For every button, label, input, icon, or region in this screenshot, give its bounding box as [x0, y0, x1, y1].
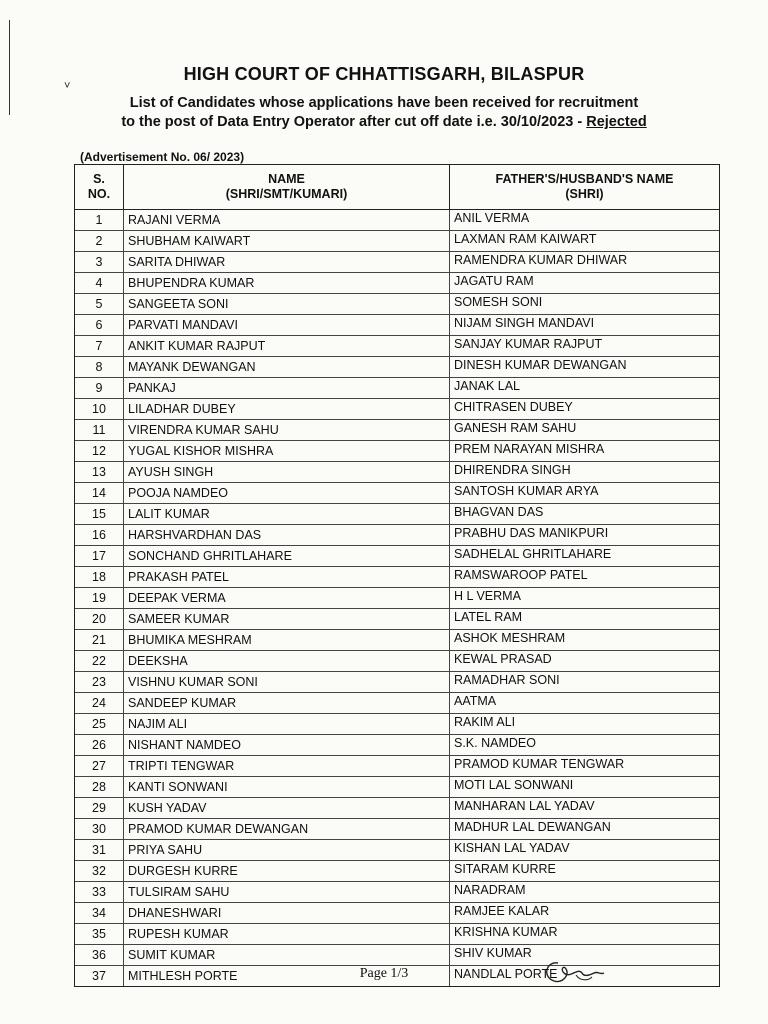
cell-name: PRAKASH PATEL: [123, 567, 449, 587]
table-row: [75, 630, 719, 651]
subtitle-line-1: List of Candidates whose applications have been received for recruitment: [129, 95, 639, 111]
cell-name: DEEKSHA: [123, 651, 449, 671]
table-row: [75, 399, 719, 420]
cell-name: RUPESH KUMAR: [123, 924, 449, 944]
advertisement-number: (Advertisement No. 06/ 2023): [80, 150, 245, 164]
cell-name: AYUSH SINGH: [123, 462, 449, 482]
cell-father: PRABHU DAS MANIKPURI: [449, 525, 719, 545]
cell-father: NARADRAM: [449, 882, 719, 902]
cell-father: MADHUR LAL DEWANGAN: [449, 819, 719, 839]
cell-name: PANKAJ: [123, 378, 449, 398]
cell-father: MANHARAN LAL YADAV: [449, 798, 719, 818]
header-name-line2: (SHRI/SMT/KUMARI): [225, 187, 348, 201]
cell-name: DHANESHWARI: [123, 903, 449, 923]
table-row: [75, 693, 719, 714]
cell-father: H L VERMA: [449, 588, 719, 608]
cell-sno: 16: [92, 528, 106, 542]
table-row: [75, 336, 719, 357]
table-row: [75, 273, 719, 294]
cell-sno: 27: [92, 759, 106, 773]
subtitle-dash: -: [573, 114, 587, 130]
cell-father: ASHOK MESHRAM: [449, 630, 719, 650]
cell-name: SANDEEP KUMAR: [123, 693, 449, 713]
cell-sno: 31: [92, 843, 106, 857]
cell-sno: 14: [92, 486, 106, 500]
cell-name: KANTI SONWANI: [123, 777, 449, 797]
cell-name: VIRENDRA KUMAR SAHU: [123, 420, 449, 440]
table-header: [75, 165, 719, 210]
cell-name: MAYANK DEWANGAN: [123, 357, 449, 377]
cell-father: RAMADHAR SONI: [449, 672, 719, 692]
cell-father: LAXMAN RAM KAIWART: [449, 231, 719, 251]
table-row: [75, 588, 719, 609]
cell-name: SHUBHAM KAIWART: [123, 231, 449, 251]
cell-sno: 1: [95, 213, 103, 227]
cell-name: SARITA DHIWAR: [123, 252, 449, 272]
cell-father: NIJAM SINGH MANDAVI: [449, 315, 719, 335]
cell-sno: 7: [95, 339, 103, 353]
cell-sno: 36: [92, 948, 106, 962]
header-father-line1: FATHER'S/HUSBAND'S NAME: [495, 172, 674, 186]
table-row: [75, 735, 719, 756]
cell-sno: 9: [95, 381, 103, 395]
table-row: [75, 357, 719, 378]
cell-father: DHIRENDRA SINGH: [449, 462, 719, 482]
table-row: [75, 924, 719, 945]
cell-sno: 24: [92, 696, 106, 710]
page-subtitle: [0, 94, 768, 132]
cell-sno: 2: [95, 234, 103, 248]
cell-father: SANTOSH KUMAR ARYA: [449, 483, 719, 503]
cell-father: AATMA: [449, 693, 719, 713]
cell-sno: 22: [92, 654, 106, 668]
table-row: [75, 945, 719, 966]
cell-name: HARSHVARDHAN DAS: [123, 525, 449, 545]
table-row: [75, 462, 719, 483]
cell-name: SANGEETA SONI: [123, 294, 449, 314]
cell-father: SOMESH SONI: [449, 294, 719, 314]
cell-sno: 6: [95, 318, 103, 332]
cell-father: NANDLAL PORTE: [449, 966, 719, 986]
table-row: [75, 819, 719, 840]
cell-sno: 32: [92, 864, 106, 878]
cell-father: SITARAM KURRE: [449, 861, 719, 881]
cell-father: KISHAN LAL YADAV: [449, 840, 719, 860]
cell-name: RAJANI VERMA: [123, 210, 449, 230]
cell-name: TULSIRAM SAHU: [123, 882, 449, 902]
table-row: [75, 441, 719, 462]
cell-father: ANIL VERMA: [449, 210, 719, 230]
cell-name: SONCHAND GHRITLAHARE: [123, 546, 449, 566]
header-sno-line1: S.: [93, 172, 105, 186]
candidates-table: [74, 164, 720, 987]
cell-sno: 15: [92, 507, 106, 521]
cell-father: SHIV KUMAR: [449, 945, 719, 965]
cell-name: SUMIT KUMAR: [123, 945, 449, 965]
table-row: [75, 504, 719, 525]
cell-name: LILADHAR DUBEY: [123, 399, 449, 419]
status-rejected: Rejected: [586, 114, 647, 130]
cell-sno: 17: [92, 549, 106, 563]
header-father: [449, 165, 719, 209]
cell-father: SADHELAL GHRITLAHARE: [449, 546, 719, 566]
cell-sno: 3: [95, 255, 103, 269]
table-body: [75, 210, 719, 986]
cell-name: POOJA NAMDEO: [123, 483, 449, 503]
cell-name: ANKIT KUMAR RAJPUT: [123, 336, 449, 356]
cell-name: YUGAL KISHOR MISHRA: [123, 441, 449, 461]
header-name-line1: NAME: [268, 172, 305, 186]
cell-name: PRAMOD KUMAR DEWANGAN: [123, 819, 449, 839]
cell-sno: 37: [92, 969, 106, 983]
cell-father: SANJAY KUMAR RAJPUT: [449, 336, 719, 356]
cell-sno: 4: [95, 276, 103, 290]
cell-father: PRAMOD KUMAR TENGWAR: [449, 756, 719, 776]
cell-father: PREM NARAYAN MISHRA: [449, 441, 719, 461]
cell-sno: 20: [92, 612, 106, 626]
cell-sno: 26: [92, 738, 106, 752]
cell-father: RAKIM ALI: [449, 714, 719, 734]
table-row: [75, 714, 719, 735]
pen-mark: ˅: [64, 80, 71, 92]
cell-name: SAMEER KUMAR: [123, 609, 449, 629]
page-number: Page 1/3: [359, 966, 409, 981]
cell-sno: 10: [92, 402, 106, 416]
cell-father: KRISHNA KUMAR: [449, 924, 719, 944]
cell-name: MITHLESH PORTE: [123, 966, 449, 986]
table-row: [75, 609, 719, 630]
table-row: [75, 252, 719, 273]
cell-name: NAJIM ALI: [123, 714, 449, 734]
cell-sno: 8: [95, 360, 103, 374]
cell-sno: 21: [92, 633, 106, 647]
cell-sno: 5: [95, 297, 103, 311]
cell-sno: 33: [92, 885, 106, 899]
cell-sno: 19: [92, 591, 106, 605]
cell-name: LALIT KUMAR: [123, 504, 449, 524]
cell-father: S.K. NAMDEO: [449, 735, 719, 755]
table-row: [75, 840, 719, 861]
cell-name: BHUPENDRA KUMAR: [123, 273, 449, 293]
cell-sno: 25: [92, 717, 106, 731]
table-row: [75, 231, 719, 252]
cell-father: MOTI LAL SONWANI: [449, 777, 719, 797]
page-title: HIGH COURT OF CHHATTISGARH, BILASPUR: [183, 64, 585, 84]
table-row: [75, 315, 719, 336]
cell-father: RAMENDRA KUMAR DHIWAR: [449, 252, 719, 272]
cell-sno: 13: [92, 465, 106, 479]
cell-father: DINESH KUMAR DEWANGAN: [449, 357, 719, 377]
cell-father: BHAGVAN DAS: [449, 504, 719, 524]
table-row: [75, 210, 719, 231]
cell-name: KUSH YADAV: [123, 798, 449, 818]
table-row: [75, 420, 719, 441]
subtitle-line-2-text: to the post of Data Entry Operator after cut off date i.e. 30/10/2023: [121, 114, 574, 130]
cell-sno: 23: [92, 675, 106, 689]
table-row: [75, 483, 719, 504]
cell-sno: 29: [92, 801, 106, 815]
cell-father: JAGATU RAM: [449, 273, 719, 293]
table-row: [75, 861, 719, 882]
cell-father: GANESH RAM SAHU: [449, 420, 719, 440]
table-row: [75, 672, 719, 693]
cell-name: DURGESH KURRE: [123, 861, 449, 881]
cell-sno: 11: [92, 423, 106, 437]
cell-name: PARVATI MANDAVI: [123, 315, 449, 335]
cell-father: LATEL RAM: [449, 609, 719, 629]
table-row: [75, 756, 719, 777]
table-row: [75, 567, 719, 588]
signature-icon: [540, 955, 610, 994]
table-row: [75, 903, 719, 924]
subtitle-line-2: [0, 113, 768, 132]
cell-father: RAMSWAROOP PATEL: [449, 567, 719, 587]
cell-father: KEWAL PRASAD: [449, 651, 719, 671]
cell-name: TRIPTI TENGWAR: [123, 756, 449, 776]
table-row: [75, 546, 719, 567]
cell-father: CHITRASEN DUBEY: [449, 399, 719, 419]
cell-sno: 28: [92, 780, 106, 794]
table-row: [75, 882, 719, 903]
table-row: [75, 777, 719, 798]
cell-name: BHUMIKA MESHRAM: [123, 630, 449, 650]
table-row: [75, 798, 719, 819]
table-row: [75, 525, 719, 546]
table-row: [75, 651, 719, 672]
header-sno-line2: NO.: [87, 187, 111, 201]
cell-sno: 35: [92, 927, 106, 941]
table-row: [75, 378, 719, 399]
header-name: [123, 165, 449, 209]
cell-sno: 30: [92, 822, 106, 836]
cell-father: RAMJEE KALAR: [449, 903, 719, 923]
cell-name: DEEPAK VERMA: [123, 588, 449, 608]
cell-name: NISHANT NAMDEO: [123, 735, 449, 755]
cell-name: PRIYA SAHU: [123, 840, 449, 860]
cell-father: JANAK LAL: [449, 378, 719, 398]
header-sno: [75, 165, 123, 209]
header-father-line2: (SHRI): [565, 187, 604, 201]
cell-sno: 18: [92, 570, 106, 584]
table-row: [75, 294, 719, 315]
cell-sno: 34: [92, 906, 106, 920]
cell-name: VISHNU KUMAR SONI: [123, 672, 449, 692]
cell-sno: 12: [92, 444, 106, 458]
